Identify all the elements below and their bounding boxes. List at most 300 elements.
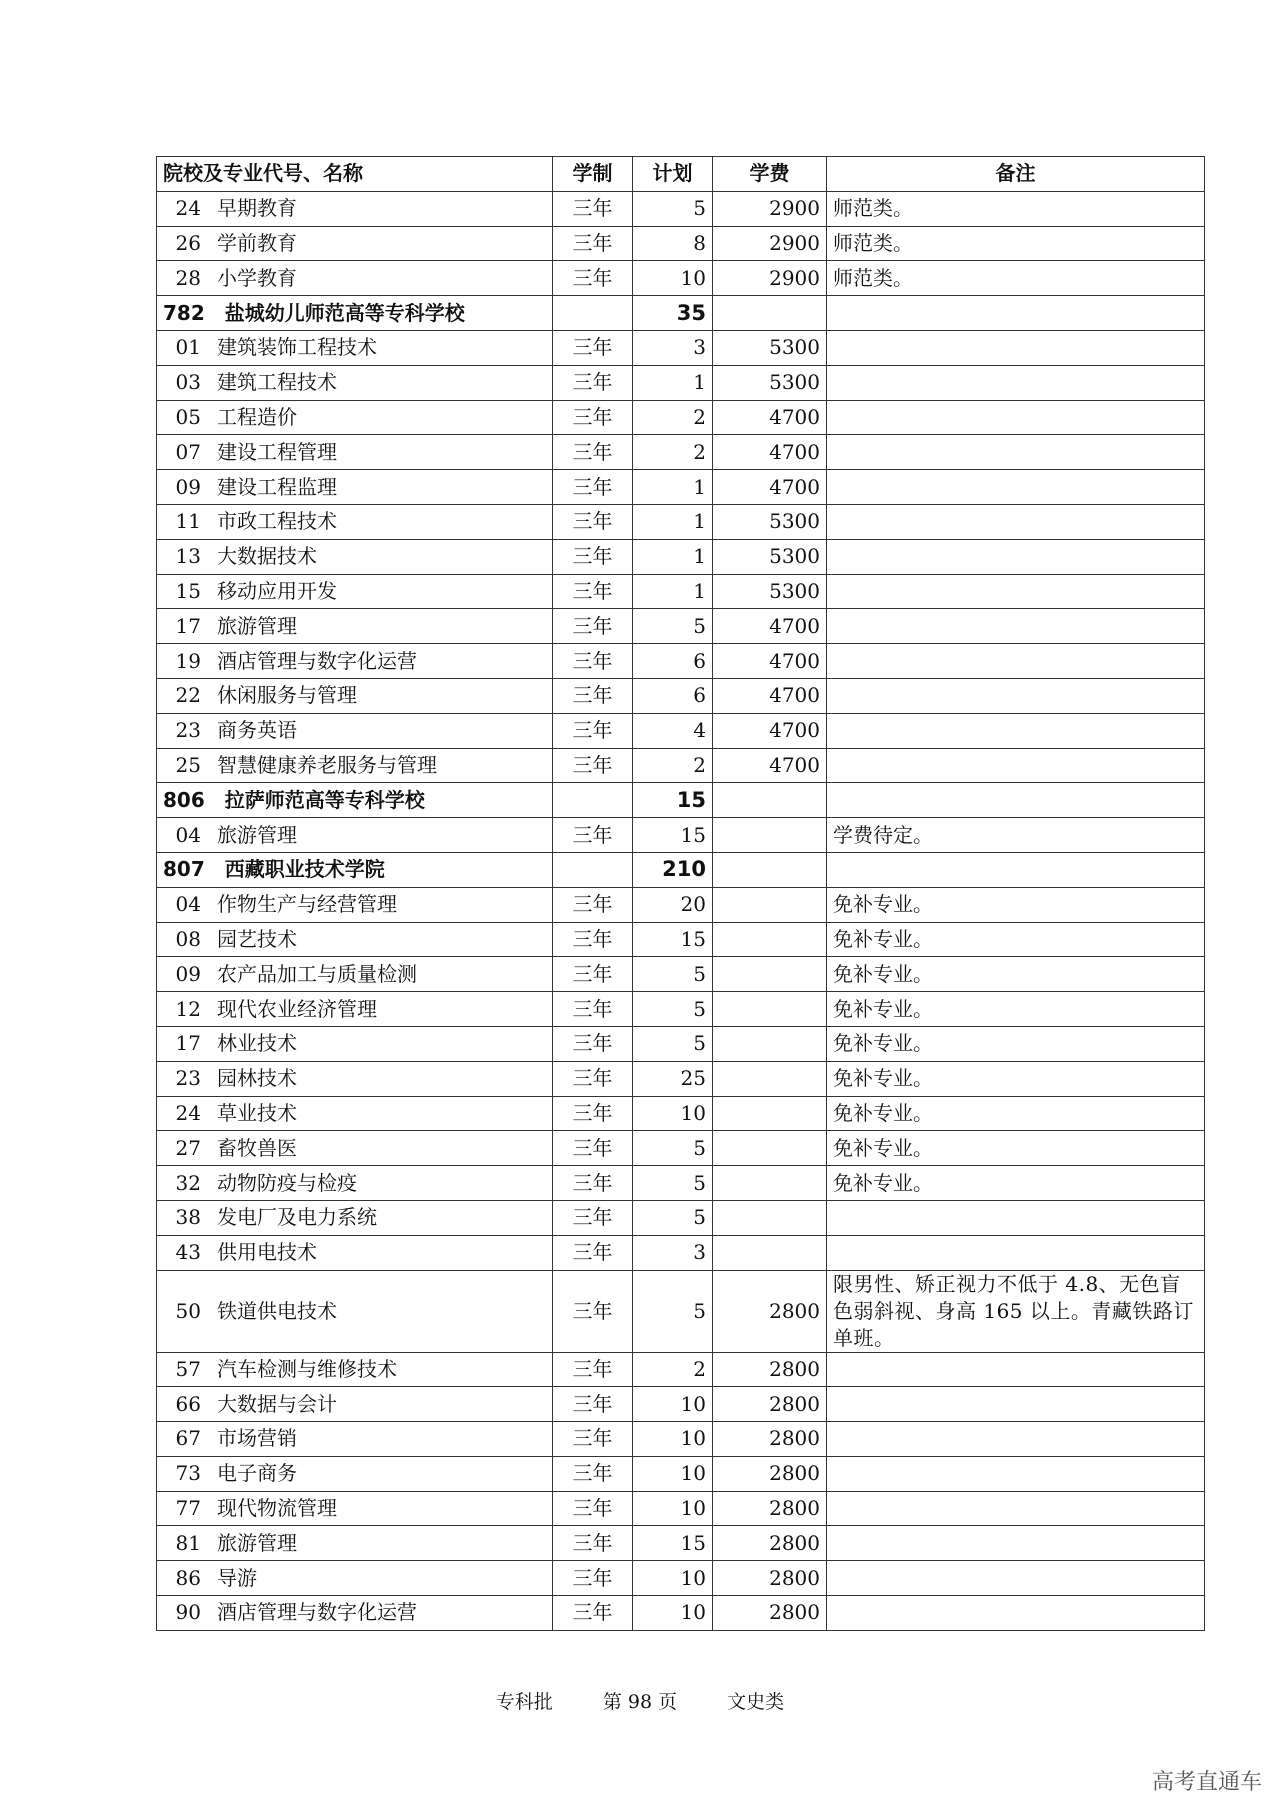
program-cell [157,678,553,713]
table-row [157,226,1205,261]
note-cell: 师范类。 [827,226,1205,261]
fee-cell: 2800 [713,1387,827,1422]
program-name: 旅游管理 [217,822,297,847]
note-cell [827,713,1205,748]
header-fee: 学费 [713,157,827,192]
page-footer [0,1687,1280,1714]
table-row [157,1200,1205,1235]
program-name: 建设工程管理 [217,439,337,464]
program-code: 13 [175,544,201,569]
table-row [157,330,1205,365]
program-code: 81 [175,1530,201,1555]
duration-cell: 三年 [553,470,633,505]
program-code: 66 [175,1391,201,1416]
plan-cell: 10 [633,1387,713,1422]
duration-cell: 三年 [553,922,633,957]
program-code: 67 [175,1426,201,1451]
program-cell [157,748,553,783]
note-cell [827,644,1205,679]
header-note: 备注 [827,157,1205,192]
plan-cell: 5 [633,1270,713,1352]
table-header-row [157,157,1205,192]
program-code: 23 [175,1066,201,1091]
table-row [157,1131,1205,1166]
note-cell [827,1596,1205,1631]
table-row [157,539,1205,574]
program-cell [157,887,553,922]
fee-cell [713,783,827,818]
duration-cell: 三年 [553,1131,633,1166]
program-cell [157,852,553,887]
program-name: 园林技术 [217,1066,297,1091]
program-code: 27 [175,1135,201,1160]
footer-category: 文史类 [727,1691,785,1713]
program-code: 15 [175,578,201,603]
duration-cell: 三年 [553,1061,633,1096]
fee-cell: 5300 [713,330,827,365]
table-row [157,1270,1205,1352]
duration-cell: 三年 [553,1200,633,1235]
note-cell [827,1491,1205,1526]
program-cell [157,1235,553,1270]
note-cell [827,470,1205,505]
program-name: 建筑装饰工程技术 [217,335,377,360]
program-code: 12 [175,996,201,1021]
plan-cell: 5 [633,1166,713,1201]
duration-cell: 三年 [553,1352,633,1387]
program-name: 建筑工程技术 [217,370,337,395]
plan-cell: 5 [633,957,713,992]
fee-cell [713,957,827,992]
program-code: 50 [175,1298,201,1323]
fee-cell: 2800 [713,1491,827,1526]
duration-cell: 三年 [553,1270,633,1352]
plan-cell: 5 [633,1131,713,1166]
program-cell [157,1491,553,1526]
note-cell: 免补专业。 [827,1166,1205,1201]
table-row [157,1352,1205,1387]
footer-page-number: 第 98 页 [602,1691,678,1713]
program-name: 建设工程监理 [217,474,337,499]
program-cell [157,296,553,331]
footer-batch: 专科批 [495,1691,553,1713]
program-name: 酒店管理与数字化运营 [217,1600,417,1625]
program-code: 57 [175,1356,201,1381]
duration-cell: 三年 [553,1596,633,1631]
program-code: 07 [175,439,201,464]
note-cell: 免补专业。 [827,1026,1205,1061]
institution-code: 782 [163,300,205,325]
note-cell [827,400,1205,435]
program-code: 08 [175,926,201,951]
duration-cell: 三年 [553,1387,633,1422]
note-cell [827,1456,1205,1491]
note-cell: 学费待定。 [827,818,1205,853]
program-cell [157,365,553,400]
program-name: 大数据与会计 [217,1391,337,1416]
program-name: 工程造价 [217,404,297,429]
duration-cell: 三年 [553,226,633,261]
duration-cell: 三年 [553,1561,633,1596]
note-cell [827,1200,1205,1235]
table-row [157,678,1205,713]
duration-cell: 三年 [553,1026,633,1061]
plan-cell: 6 [633,644,713,679]
program-code: 05 [175,404,201,429]
note-cell: 免补专业。 [827,922,1205,957]
program-code: 04 [175,892,201,917]
table-row [157,713,1205,748]
fee-cell [713,818,827,853]
plan-cell: 1 [633,470,713,505]
program-code: 86 [175,1565,201,1590]
program-cell [157,1061,553,1096]
program-cell [157,1096,553,1131]
plan-cell: 1 [633,365,713,400]
program-code: 19 [175,648,201,673]
institution-name: 盐城幼儿师范高等专科学校 [224,300,465,325]
program-code: 09 [175,961,201,986]
program-code: 90 [175,1600,201,1625]
duration-cell: 三年 [553,539,633,574]
program-name: 现代农业经济管理 [217,996,377,1021]
program-name: 电子商务 [217,1461,297,1486]
table-body [157,191,1205,1630]
note-cell: 免补专业。 [827,887,1205,922]
fee-cell: 2800 [713,1352,827,1387]
duration-cell: 三年 [553,1422,633,1457]
note-cell: 师范类。 [827,261,1205,296]
note-cell [827,365,1205,400]
institution-name: 拉萨师范高等专科学校 [224,787,425,812]
institution-code: 807 [163,857,205,882]
table-row [157,1166,1205,1201]
plan-cell: 1 [633,539,713,574]
program-cell [157,226,553,261]
plan-cell: 6 [633,678,713,713]
note-cell: 免补专业。 [827,1096,1205,1131]
plan-cell: 2 [633,748,713,783]
program-code: 22 [175,683,201,708]
program-code: 03 [175,370,201,395]
program-cell [157,504,553,539]
note-cell [827,1561,1205,1596]
duration-cell: 三年 [553,365,633,400]
plan-cell: 10 [633,1456,713,1491]
table-row [157,1387,1205,1422]
table-row [157,1526,1205,1561]
table-row [157,818,1205,853]
program-cell [157,330,553,365]
program-name: 动物防疫与检疫 [217,1170,357,1195]
program-name: 移动应用开发 [217,578,337,603]
table-row [157,887,1205,922]
fee-cell: 4700 [713,713,827,748]
plan-cell: 1 [633,574,713,609]
plan-cell: 3 [633,330,713,365]
duration-cell: 三年 [553,1456,633,1491]
duration-cell: 三年 [553,435,633,470]
program-name: 智慧健康养老服务与管理 [217,752,437,777]
note-cell: 限男性、矫正视力不低于 4.8、无色盲色弱斜视、身高 165 以上。青藏铁路订单班。 [827,1270,1205,1352]
program-code: 23 [175,718,201,743]
program-name: 大数据技术 [217,544,317,569]
fee-cell: 2800 [713,1456,827,1491]
program-cell [157,992,553,1027]
table-row [157,470,1205,505]
plan-cell: 10 [633,261,713,296]
plan-cell: 10 [633,1491,713,1526]
plan-cell: 1 [633,504,713,539]
table-row [157,365,1205,400]
fee-cell: 2800 [713,1422,827,1457]
fee-cell: 5300 [713,574,827,609]
note-cell [827,1387,1205,1422]
fee-cell: 2800 [713,1270,827,1352]
duration-cell: 三年 [553,1166,633,1201]
duration-cell: 三年 [553,330,633,365]
header-name: 院校及专业代号、名称 [157,157,553,192]
note-cell [827,609,1205,644]
program-cell [157,261,553,296]
program-name: 旅游管理 [217,613,297,638]
plan-cell: 25 [633,1061,713,1096]
plan-cell: 4 [633,713,713,748]
duration-cell: 三年 [553,713,633,748]
note-cell [827,783,1205,818]
note-cell [827,435,1205,470]
note-cell [827,1526,1205,1561]
duration-cell: 三年 [553,678,633,713]
fee-cell: 2900 [713,191,827,226]
program-cell [157,818,553,853]
program-name: 农产品加工与质量检测 [217,961,417,986]
program-name: 早期教育 [217,196,297,221]
table-row [157,504,1205,539]
table-row [157,957,1205,992]
program-name: 草业技术 [217,1100,297,1125]
program-code: 09 [175,474,201,499]
plan-cell: 5 [633,1026,713,1061]
program-code: 28 [175,265,201,290]
program-name: 学前教育 [217,230,297,255]
note-cell [827,504,1205,539]
table-row [157,400,1205,435]
program-name: 现代物流管理 [217,1496,337,1521]
program-code: 43 [175,1240,201,1265]
duration-cell: 三年 [553,1526,633,1561]
table-row [157,191,1205,226]
plan-cell: 5 [633,609,713,644]
note-cell [827,1352,1205,1387]
program-cell [157,713,553,748]
program-cell [157,1596,553,1631]
institution-name: 西藏职业技术学院 [224,857,385,882]
header-duration: 学制 [553,157,633,192]
program-name: 导游 [217,1565,257,1590]
fee-cell: 4700 [713,748,827,783]
program-name: 林业技术 [217,1031,297,1056]
program-name: 休闲服务与管理 [217,683,357,708]
plan-cell: 15 [633,1526,713,1561]
note-cell: 免补专业。 [827,1131,1205,1166]
fee-cell: 4700 [713,470,827,505]
program-name: 市政工程技术 [217,509,337,534]
fee-cell [713,1026,827,1061]
table-row [157,748,1205,783]
program-cell [157,1026,553,1061]
fee-cell: 2900 [713,261,827,296]
program-cell [157,1131,553,1166]
note-cell: 师范类。 [827,191,1205,226]
program-cell [157,1456,553,1491]
fee-cell [713,1200,827,1235]
table-row [157,992,1205,1027]
program-cell [157,1200,553,1235]
plan-cell: 2 [633,435,713,470]
program-name: 供用电技术 [217,1240,317,1265]
program-name: 商务英语 [217,718,297,743]
fee-cell: 5300 [713,365,827,400]
plan-cell: 2 [633,400,713,435]
program-cell [157,1270,553,1352]
fee-cell [713,1131,827,1166]
program-cell [157,435,553,470]
duration-cell: 三年 [553,191,633,226]
table-row [157,644,1205,679]
duration-cell: 三年 [553,887,633,922]
program-code: 11 [175,509,201,534]
fee-cell: 4700 [713,435,827,470]
fee-cell: 4700 [713,678,827,713]
program-cell [157,470,553,505]
program-name: 铁道供电技术 [217,1298,337,1323]
program-cell [157,644,553,679]
program-cell [157,539,553,574]
table-row [157,1596,1205,1631]
plan-cell: 15 [633,818,713,853]
program-cell [157,191,553,226]
table-row [157,1422,1205,1457]
duration-cell: 三年 [553,1096,633,1131]
note-cell [827,574,1205,609]
table-row [157,1061,1205,1096]
duration-cell: 三年 [553,609,633,644]
fee-cell: 4700 [713,609,827,644]
table-row [157,922,1205,957]
program-code: 38 [175,1205,201,1230]
institution-code: 806 [163,787,205,812]
plan-cell: 5 [633,992,713,1027]
program-name: 汽车检测与维修技术 [217,1356,397,1381]
table-row [157,1561,1205,1596]
note-cell: 免补专业。 [827,957,1205,992]
table-row [157,1026,1205,1061]
duration-cell: 三年 [553,1491,633,1526]
institution-row [157,852,1205,887]
duration-cell: 三年 [553,574,633,609]
note-cell [827,852,1205,887]
program-cell [157,609,553,644]
fee-cell: 5300 [713,504,827,539]
fee-cell: 2800 [713,1561,827,1596]
program-cell [157,1352,553,1387]
note-cell [827,330,1205,365]
table-row [157,574,1205,609]
program-code: 26 [175,230,201,255]
fee-cell: 4700 [713,644,827,679]
watermark-text: 高考直通车 [1151,1770,1262,1795]
note-cell [827,539,1205,574]
note-cell [827,748,1205,783]
fee-cell [713,296,827,331]
program-cell [157,922,553,957]
program-cell [157,1561,553,1596]
table-row [157,1456,1205,1491]
plan-cell: 35 [633,296,713,331]
note-cell [827,678,1205,713]
program-cell [157,783,553,818]
fee-cell [713,1166,827,1201]
duration-cell: 三年 [553,504,633,539]
fee-cell: 4700 [713,400,827,435]
duration-cell: 三年 [553,957,633,992]
fee-cell [713,922,827,957]
program-code: 01 [175,335,201,360]
duration-cell: 三年 [553,1235,633,1270]
plan-cell: 2 [633,1352,713,1387]
plan-cell: 3 [633,1235,713,1270]
program-cell [157,957,553,992]
program-cell [157,1387,553,1422]
note-cell [827,1422,1205,1457]
fee-cell [713,887,827,922]
program-code: 73 [175,1461,201,1486]
program-name: 作物生产与经营管理 [217,892,397,917]
note-cell [827,1235,1205,1270]
program-code: 04 [175,822,201,847]
table-row [157,609,1205,644]
plan-cell: 20 [633,887,713,922]
plan-cell: 10 [633,1596,713,1631]
program-cell [157,1422,553,1457]
fee-cell [713,1096,827,1131]
program-code: 17 [175,1031,201,1056]
duration-cell [553,852,633,887]
program-name: 旅游管理 [217,1530,297,1555]
plan-cell: 15 [633,783,713,818]
program-code: 24 [175,196,201,221]
fee-cell [713,992,827,1027]
program-code: 24 [175,1100,201,1125]
fee-cell: 2900 [713,226,827,261]
institution-row [157,296,1205,331]
program-name: 酒店管理与数字化运营 [217,648,417,673]
admission-plan-table [156,156,1205,1631]
plan-cell: 5 [633,1200,713,1235]
plan-cell: 15 [633,922,713,957]
fee-cell: 5300 [713,539,827,574]
fee-cell: 2800 [713,1596,827,1631]
duration-cell [553,783,633,818]
fee-cell [713,852,827,887]
program-code: 17 [175,613,201,638]
program-name: 市场营销 [217,1426,297,1451]
note-cell: 免补专业。 [827,992,1205,1027]
program-cell [157,1526,553,1561]
program-cell [157,1166,553,1201]
program-code: 32 [175,1170,201,1195]
